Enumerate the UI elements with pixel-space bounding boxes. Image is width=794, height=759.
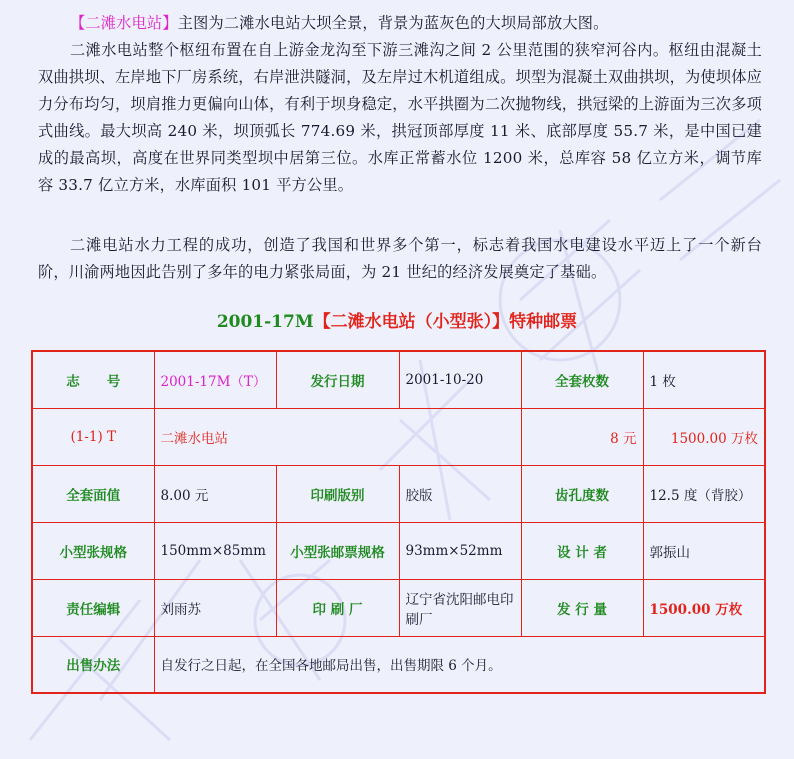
stamp-info-table (31, 350, 766, 694)
cell-label-print-method: 印刷版别 (276, 465, 399, 522)
cell-value-stamp-size: 93mm×52mm (399, 522, 521, 579)
intro-paragraph-2: 二滩水电站整个枢纽布置在自上游金龙沟至下游三滩沟之间 2 公里范围的狭窄河谷内。枢纽由混凝土双曲拱坝、左岸地下厂房系统，右岸泄洪隧洞，及左岸过木机道组成。坝型为混凝土双曲拱坝，为使坝体应力分布均匀，坝肩推力更偏向山体，有利于坝身稳定，水平拱圈为二次抛物线，拱冠梁的上游面为三次多项式曲线。最大坝高 240 米，坝顶弧长 774.69 米，拱冠顶部厚度 11 米、底部厚度 55.7 米，是中国已建成的最高坝，高度在世界同类型坝中居第三位。水库正常蓄水位 1200 米，总库容 58 亿立方米，调节库容 33.7 亿立方米，水库面积 101 平方公里。 (38, 41, 762, 194)
lead-title: 【二滩水电站】 (70, 14, 178, 32)
cell-stamp-quantity: 1500.00 万枚 (643, 408, 765, 465)
cell-label-stamp-size: 小型张邮票规格 (276, 522, 399, 579)
table-row (32, 465, 765, 522)
cell-value-print-method: 胶版 (399, 465, 521, 522)
cell-label-code: 志 号 (32, 351, 154, 408)
table-row (32, 636, 765, 693)
cell-label-printer: 印 刷 厂 (276, 579, 399, 636)
cell-stamp-title: 二滩水电站 (154, 408, 521, 465)
cell-value-issue-date: 2001-10-20 (399, 351, 521, 408)
intro-paragraph-3: 二滩电站水力工程的成功，创造了我国和世界多个第一，标志着我国水电建设水平迈上了一个新台阶，川渝两地因此告别了多年的电力紧张局面，为 21 世纪的经济发展奠定了基础。 (38, 236, 762, 281)
table-row (32, 522, 765, 579)
cell-value-editor: 刘雨苏 (154, 579, 276, 636)
table-row (32, 579, 765, 636)
cell-label-editor: 责任编辑 (32, 579, 154, 636)
lead-description: 主图为二滩水电站大坝全景，背景为蓝灰色的大坝局部放大图。 (177, 14, 609, 32)
table-row (32, 408, 765, 465)
cell-value-code: 2001-17M（T） (154, 351, 276, 408)
cell-label-total-value: 全套面值 (32, 465, 154, 522)
intro-paragraph-1 (38, 10, 762, 37)
stamp-title (0, 307, 794, 332)
cell-label-issue-date: 发行日期 (276, 351, 399, 408)
cell-value-sale-method: 自发行之日起，在全国各地邮局出售，出售期限 6 个月。 (154, 636, 765, 693)
cell-value-total-value: 8.00 元 (154, 465, 276, 522)
cell-label-sheet-size: 小型张规格 (32, 522, 154, 579)
stamp-name: 【二滩水电站（小型张）】特种邮票 (313, 312, 578, 332)
cell-label-set-count: 全套枚数 (521, 351, 643, 408)
stamp-code: 2001-17M (216, 312, 314, 332)
table-row (32, 351, 765, 408)
cell-value-printer: 辽宁省沈阳邮电印刷厂 (399, 579, 521, 636)
cell-label-issue-volume: 发 行 量 (521, 579, 643, 636)
cell-value-designer: 郭振山 (643, 522, 765, 579)
cell-value-set-count: 1 枚 (643, 351, 765, 408)
cell-label-sale-method: 出售办法 (32, 636, 154, 693)
cell-label-perforation: 齿孔度数 (521, 465, 643, 522)
cell-value-sheet-size: 150mm×85mm (154, 522, 276, 579)
cell-label-designer: 设 计 者 (521, 522, 643, 579)
cell-value-issue-volume: 1500.00 万枚 (643, 579, 765, 636)
cell-stamp-number: (1-1) T (32, 408, 154, 465)
cell-stamp-face-value: 8 元 (521, 408, 643, 465)
cell-value-perforation: 12.5 度（背胶） (643, 465, 765, 522)
